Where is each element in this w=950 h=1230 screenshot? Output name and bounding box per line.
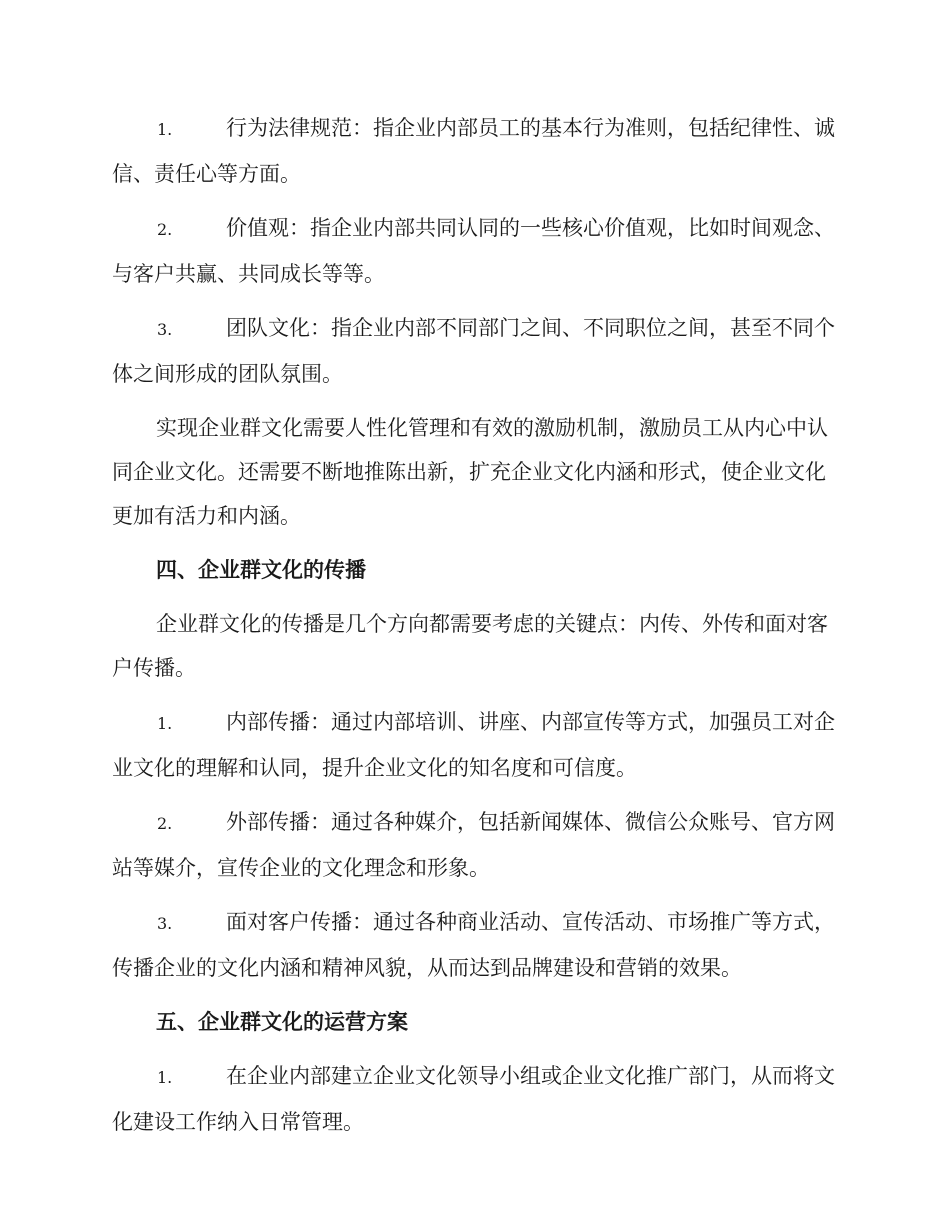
- list-item: [112, 800, 836, 890]
- list-item-text: 在企业内部建立企业文化领导小组或企业文化推广部门，从而将文化建设工作纳入日常管理。: [112, 1064, 835, 1134]
- list-item-text: 内部传播：通过内部培训、讲座、内部宣传等方式，加强员工对企业文化的理解和认同，提升企业文化的知名度和可信度。: [112, 710, 835, 780]
- body-paragraph: 企业群文化的传播是几个方向都需要考虑的关键点：内传、外传和面对客户传播。: [112, 612, 828, 680]
- list-item: [112, 900, 836, 990]
- list-item: [112, 106, 836, 196]
- list-number: 3.: [157, 914, 173, 933]
- list-number: 2.: [157, 220, 173, 239]
- list-item-text: 价值观：指企业内部共同认同的一些核心价值观，比如时间观念、与客户共赢、共同成长等等。: [112, 216, 835, 286]
- body-paragraph: 实现企业群文化需要人性化管理和有效的激励机制，激励员工从内心中认同企业文化。还需要不断地推陈出新，扩充企业文化内涵和形式，使企业文化更加有活力和内涵。: [112, 416, 828, 528]
- list-item: [112, 206, 836, 296]
- list-item: [112, 700, 836, 790]
- list-number: 3.: [157, 320, 173, 339]
- list-item: [112, 1054, 836, 1144]
- list-item-text: 团队文化：指企业内部不同部门之间、不同职位之间，甚至不同个体之间形成的团队氛围。: [112, 316, 835, 386]
- list-item-text: 行为法律规范：指企业内部员工的基本行为准则，包括纪律性、诚信、责任心等方面。: [112, 116, 835, 186]
- list-item-text: 面对客户传播：通过各种商业活动、宣传活动、市场推广等方式，传播企业的文化内涵和精神风貌，从而达到品牌建设和营销的效果。: [112, 910, 835, 980]
- document-page: [112, 106, 836, 1154]
- list-number: 1.: [157, 714, 173, 733]
- section-heading: 五、企业群文化的运营方案: [156, 1009, 408, 1034]
- list-item-text: 外部传播：通过各种媒介，包括新闻媒体、微信公众账号、官方网站等媒介，宣传企业的文化理念和形象。: [112, 810, 835, 880]
- list-item: [112, 306, 836, 396]
- list-number: 1.: [157, 120, 173, 139]
- list-number: 2.: [157, 814, 173, 833]
- list-number: 1.: [157, 1068, 173, 1087]
- section-heading: 四、企业群文化的传播: [156, 557, 366, 582]
